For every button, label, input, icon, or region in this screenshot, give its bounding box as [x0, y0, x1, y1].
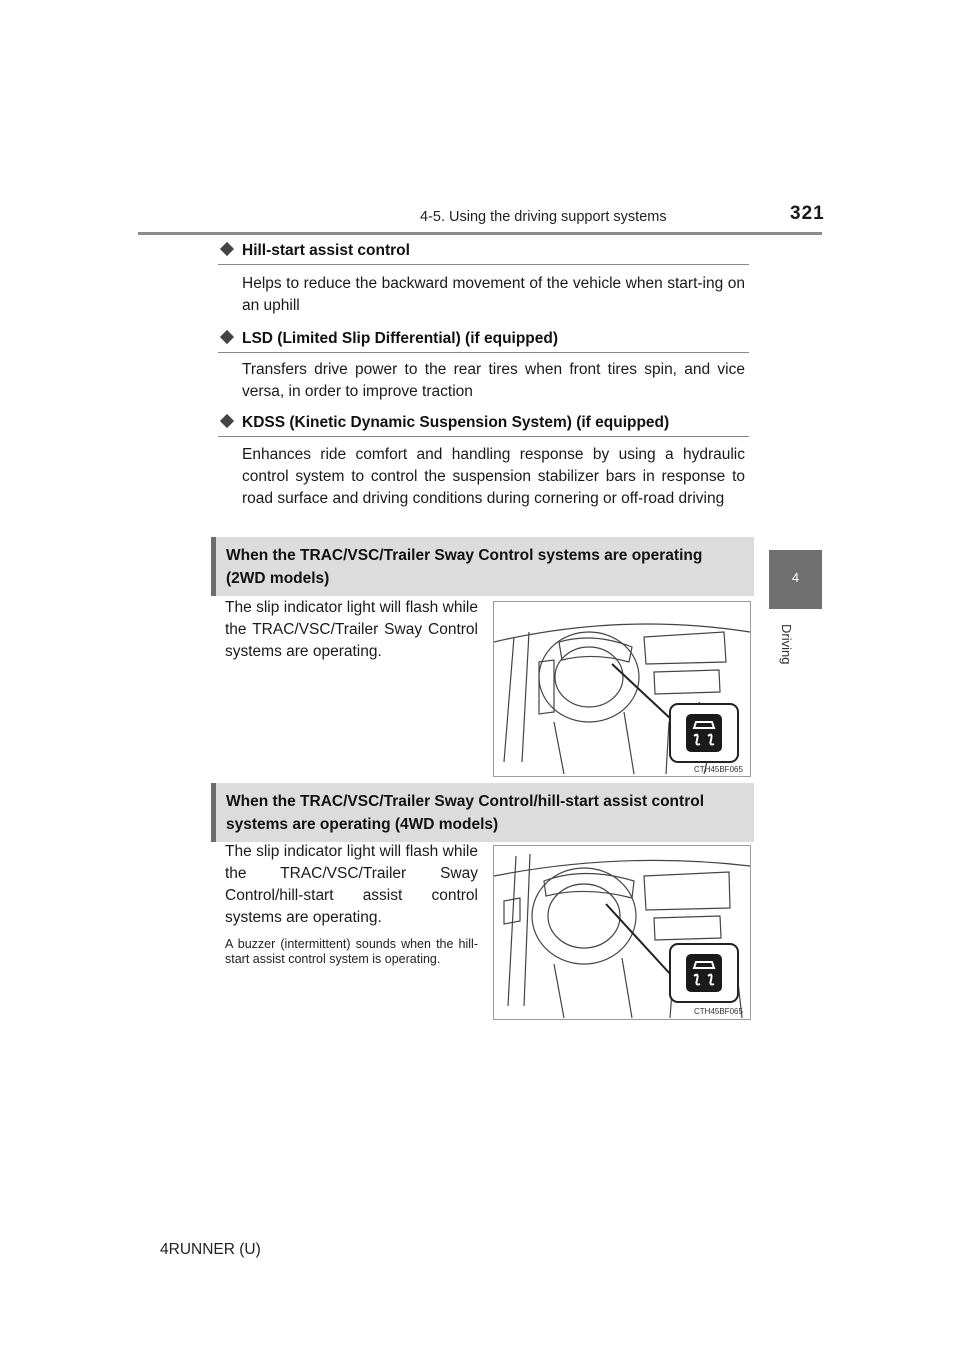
section-title: 4-5. Using the driving support systems [420, 209, 667, 225]
dashboard-illustration [494, 846, 750, 1019]
figure-code: CTH45BF065 [694, 765, 743, 774]
dashboard-illustration-2wd [493, 601, 751, 777]
feature-heading-kdss: KDSS (Kinetic Dynamic Suspension System) (if equipped) [218, 414, 669, 432]
heading-rule [218, 352, 749, 353]
feature-heading-lsd: LSD (Limited Slip Differential) (if equipped) [218, 330, 558, 348]
feature-heading-hill-start: Hill-start assist control [218, 242, 410, 260]
diamond-bullet-icon [220, 414, 234, 428]
dashboard-illustration [494, 602, 750, 776]
feature-description-kdss: Enhances ride comfort and handling response by using a hydraulic control system to control the suspension stabilizer bars in response to road surface and driving conditions during cornering or off-road driving [242, 446, 745, 507]
heading-rule [218, 264, 749, 265]
section-heading-4wd: When the TRAC/VSC/Trailer Sway Control/hill-start assist control systems are operating (4WD models) [211, 783, 754, 842]
figure-code: CTH45BF065 [694, 1007, 743, 1016]
page-number: 321 [790, 203, 825, 224]
feature-description-lsd: Transfers drive power to the rear tires when front tires spin, and vice versa, in order to improve traction [242, 361, 745, 400]
slip-indicator-icon [686, 714, 722, 752]
buzzer-note: A buzzer (intermittent) sounds when the hill-start assist control system is operating. [225, 937, 478, 966]
chapter-label-wrapper [779, 624, 799, 684]
feature-description-hill-start: Helps to reduce the backward movement of the vehicle when start-ing on an uphill [242, 275, 745, 314]
section-heading-2wd: When the TRAC/VSC/Trailer Sway Control systems are operating (2WD models) [211, 537, 754, 596]
slip-indicator-icon [686, 954, 722, 992]
diamond-bullet-icon [220, 330, 234, 344]
header-divider [138, 232, 822, 235]
dashboard-illustration-4wd [493, 845, 751, 1020]
heading-rule [218, 436, 749, 437]
chapter-label: Driving [779, 624, 794, 665]
diamond-bullet-icon [220, 242, 234, 256]
chapter-number: 4 [791, 570, 800, 585]
section-text-2wd: The slip indicator light will flash while the TRAC/VSC/Trailer Sway Control systems are operating. [225, 599, 478, 660]
section-text-4wd: The slip indicator light will flash while the TRAC/VSC/Trailer Sway Control/hill-start assist control systems are operating. [225, 843, 478, 926]
model-footer: 4RUNNER (U) [160, 1241, 261, 1258]
